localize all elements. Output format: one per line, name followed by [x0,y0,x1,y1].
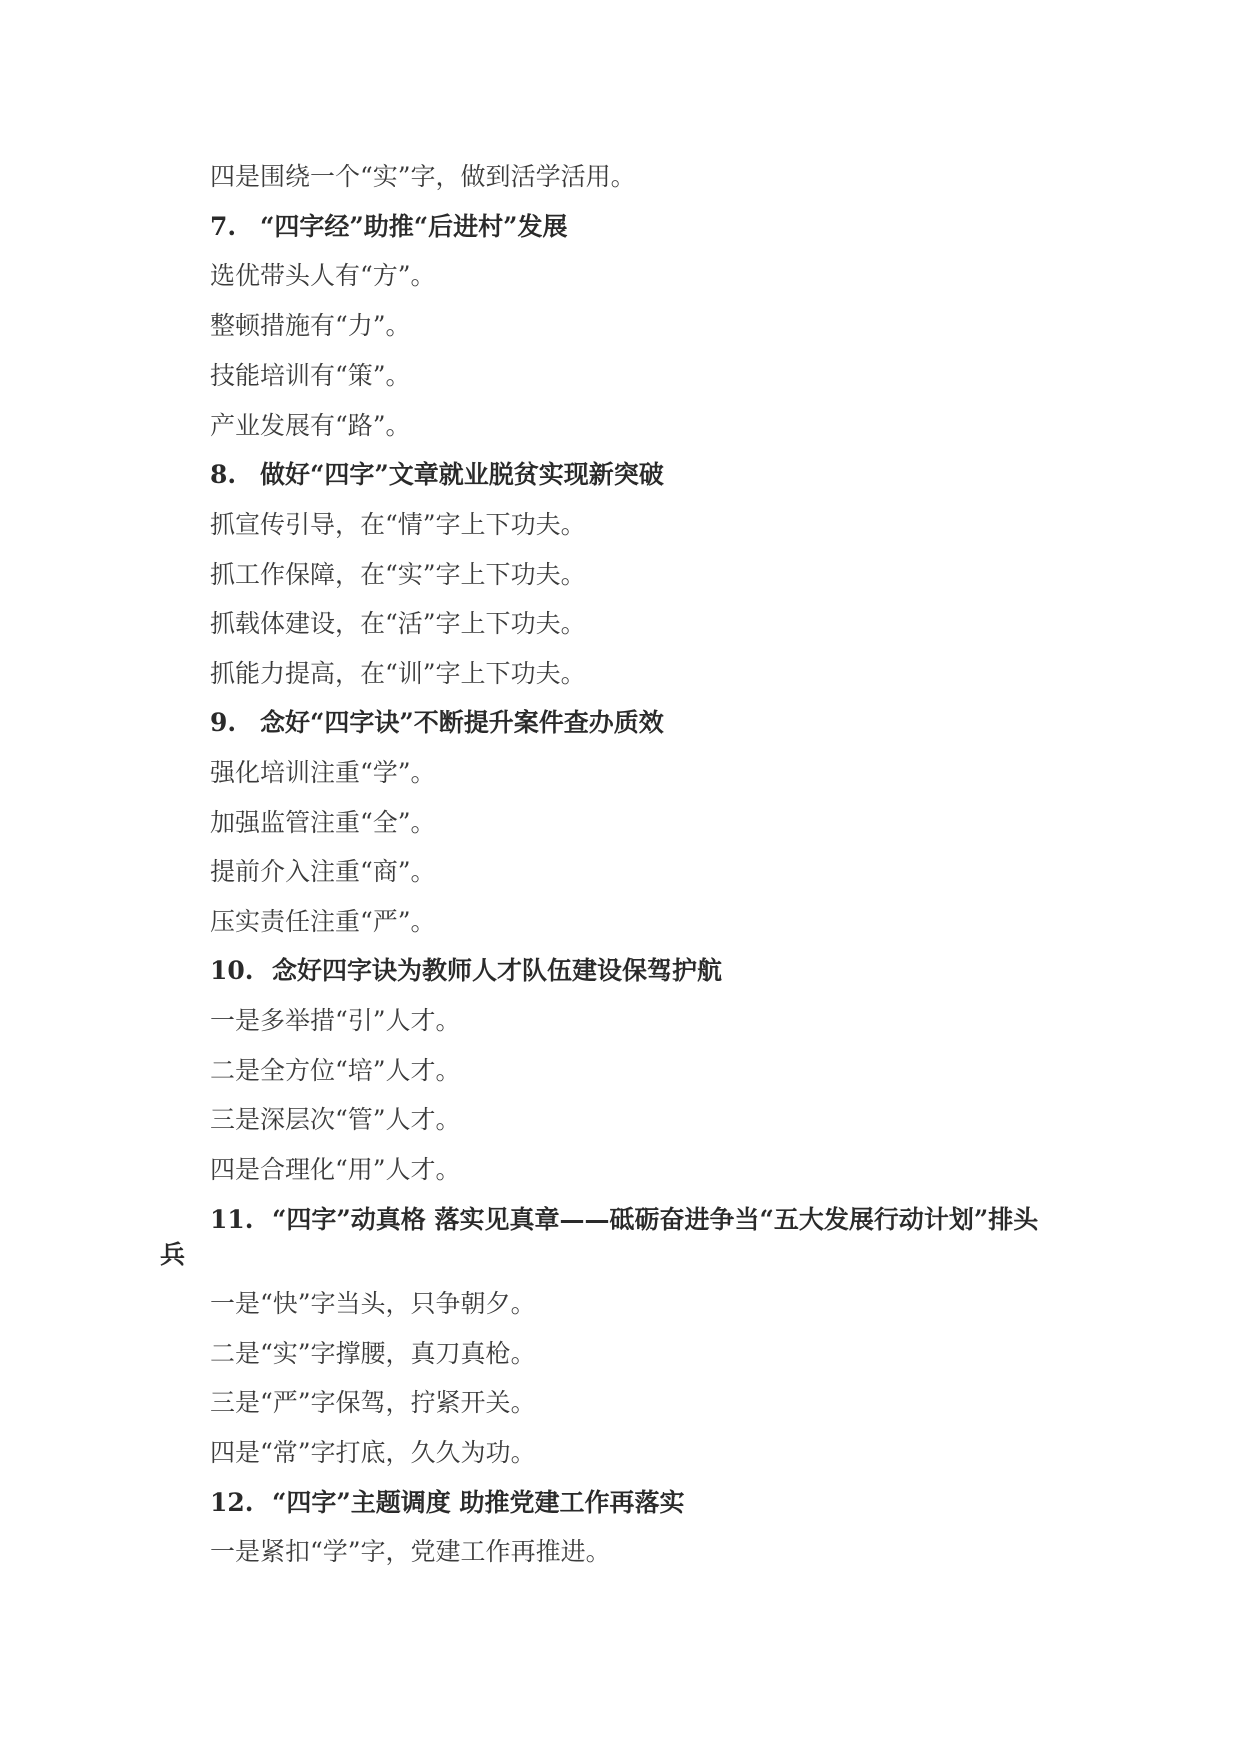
heading-number: 11. [210,1205,254,1234]
heading-text: “四字”动真格 落实见真章——砥砺奋进争当“五大发展行动计划”排头 [272,1205,1039,1234]
body-line: 强化培训注重“学”。 [210,758,436,787]
body-line: 二是全方位“培”人才。 [210,1056,461,1085]
section-heading-11-continuation: 兵 [160,1240,186,1269]
heading-text: 念好四字诀为教师人才队伍建设保驾护航 [272,956,723,985]
body-line: 四是“常”字打底，久久为功。 [210,1438,536,1467]
body-line: 四是围绕一个“实”字，做到活学活用。 [210,162,636,191]
body-line: 一是多举措“引”人才。 [210,1006,461,1035]
body-line: 三是“严”字保驾，拧紧开关。 [210,1388,536,1417]
body-line: 三是深层次“管”人才。 [210,1105,461,1134]
heading-number: 10. [210,956,254,985]
section-heading-11 [210,1203,1038,1237]
body-line: 技能培训有“策”。 [210,361,411,390]
body-line: 一是紧扣“学”字，党建工作再推进。 [210,1537,611,1566]
heading-number: 12. [210,1488,254,1517]
body-line: 抓能力提高，在“训”字上下功夫。 [210,659,586,688]
body-line: 二是“实”字撑腰，真刀真枪。 [210,1339,536,1368]
body-line: 抓宣传引导，在“情”字上下功夫。 [210,510,586,539]
body-line: 一是“快”字当头，只争朝夕。 [210,1289,536,1318]
body-line: 整顿措施有“力”。 [210,311,411,340]
body-line: 提前介入注重“商”。 [210,857,436,886]
body-line: 四是合理化“用”人才。 [210,1155,461,1184]
heading-text: 做好“四字”文章就业脱贫实现新突破 [260,460,664,489]
section-heading-10 [210,954,722,988]
section-heading-12 [210,1486,684,1520]
section-heading-9 [210,706,664,740]
body-line: 选优带头人有“方”。 [210,261,436,290]
heading-number: 7. [210,212,237,241]
heading-text: “四字经”助推“后进村”发展 [260,212,568,241]
body-line: 加强监管注重“全”。 [210,808,436,837]
heading-number: 9. [210,708,237,737]
body-line: 压实责任注重“严”。 [210,907,436,936]
body-line: 抓工作保障，在“实”字上下功夫。 [210,560,586,589]
heading-text: “四字”主题调度 助推党建工作再落实 [272,1488,685,1517]
section-heading-8 [210,458,664,492]
section-heading-7 [210,210,568,244]
body-line: 抓载体建设，在“活”字上下功夫。 [210,609,586,638]
heading-number: 8. [210,460,237,489]
heading-text: 念好“四字诀”不断提升案件查办质效 [260,708,664,737]
body-line: 产业发展有“路”。 [210,411,411,440]
